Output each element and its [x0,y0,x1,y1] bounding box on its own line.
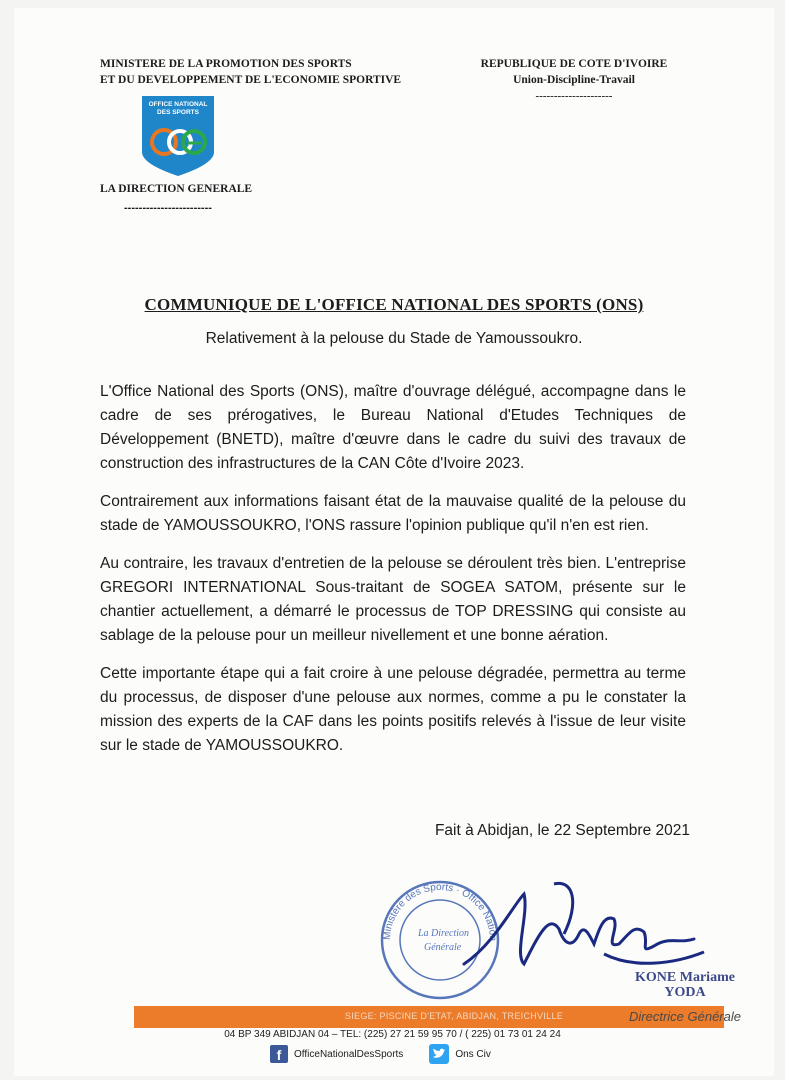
footer-contact: 04 BP 349 ABIDJAN 04 – TEL: (225) 27 21 59 95 70 / ( 225) 01 73 01 24 24 [224,1029,561,1040]
ministry-header [100,56,460,88]
paragraph-1: L'Office National des Sports (ONS), maître d'ouvrage délégué, accompagne dans le cadre de ses prérogatives, le Bureau National d'Etudes Techniques de Développement (BNETD), maître d'œuvre dans le cadre du suivi des travaux de construction des infrastructures de la CAN Côte d'Ivoire 2023. [100,383,686,472]
document-page [14,8,774,1076]
logo-text-2: DES SPORTS [157,109,199,116]
handwritten-signature [454,874,714,984]
republic-header [474,56,674,104]
direction-label: LA DIRECTION GENERALE [100,183,253,195]
motto-dashes: --------------------- [535,90,613,102]
direction-dashes: ------------------------ [124,202,212,214]
republic-motto: Union-Discipline-Travail [513,74,635,86]
paragraph-2: Contrairement aux informations faisant état de la mauvaise qualité de la pelouse du stade de YAMOUSSOUKRO, l'ONS rassure l'opinion publique qu'il n'en est rien. [100,493,686,534]
ons-logo [140,94,216,178]
signer-title: Directrice Générale [629,1009,741,1024]
communique-subtitle: Relativement à la pelouse du Stade de Yamoussoukro. [205,330,583,347]
signer-name-line-2: YODA [664,985,706,1000]
paragraph-3: Au contraire, les travaux d'entretien de la pelouse se déroulent très bien. L'entreprise GREGORI INTERNATIONAL Sous-traitant de SOGEA SATOM, présente sur le chantier actuellement, a démarré le processus de TOP DRESSING qui consiste au sablage de la pelouse pour un meilleur nivellement et une bonne aération. [100,555,686,644]
address-text: SIEGE: PISCINE D'ETAT, ABIDJAN, TREICHVILLE [344,1011,564,1021]
stamp-outer-text: Ministère des Sports · Office Nation [381,881,499,942]
twitter-icon[interactable] [429,1044,449,1064]
paragraph-4: Cette importante étape qui a fait croire à une pelouse dégradée, permettra au terme du processus, de disposer d'une pelouse aux normes, comme a pu le constater la mission des experts de la CAF dans les points positifs relevés à l'issue de leur visite sur le stade de YAMOUSSOUKRO. [100,665,686,754]
communique-body [100,380,686,772]
stamp-inner-2: Générale [424,942,462,953]
ministry-line-2: ET DU DEVELOPPEMENT DE L'ECONOMIE SPORTIVE [100,74,402,86]
stamp-inner-1: La Direction [418,928,470,939]
place-date: Fait à Abidjan, le 22 Septembre 2021 [434,822,690,839]
ministry-line-1: MINISTERE DE LA PROMOTION DES SPORTS [100,58,352,70]
signer-name [610,970,760,1000]
signer-name-line-1: KONE Mariame [635,970,735,985]
twitter-handle[interactable]: Ons Civ [455,1048,491,1060]
facebook-icon[interactable]: f [270,1045,288,1063]
communique-title: COMMUNIQUE DE L'OFFICE NATIONAL DES SPORTS (ONS) [144,295,644,314]
logo-text-1: OFFICE NATIONAL [148,101,208,108]
republic-name: REPUBLIQUE DE COTE D'IVOIRE [480,58,668,70]
footer-social [270,1043,491,1065]
facebook-handle[interactable]: OfficeNationalDesSports [294,1048,404,1060]
